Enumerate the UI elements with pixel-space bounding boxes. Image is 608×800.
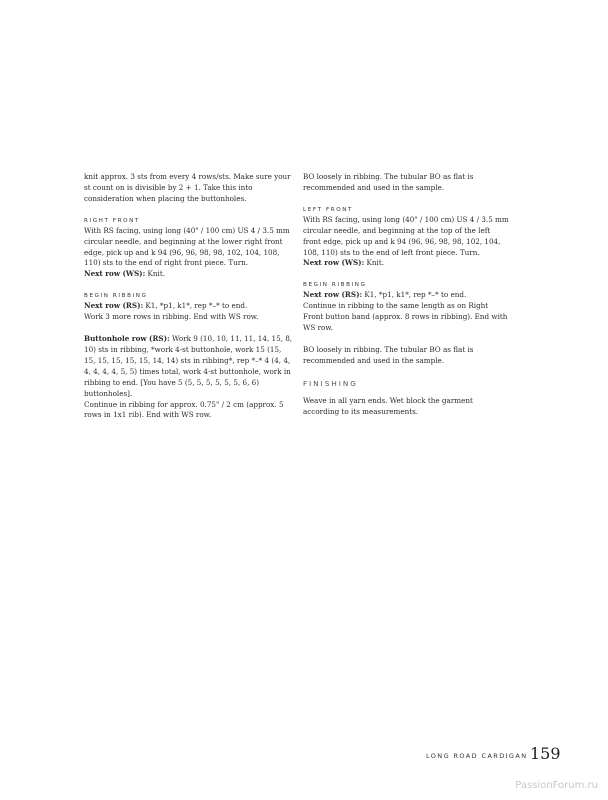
finishing-heading: FINISHING <box>303 378 358 388</box>
next-row-label: Next row (WS): <box>84 269 146 279</box>
finishing-text: Weave in all yarn ends. Wet block the garment according to its measurements. <box>303 395 473 416</box>
work-more-rows: Work 3 more rows in ribbing. End with WS row. <box>84 312 259 322</box>
next-row-label: Next row (WS): <box>303 258 365 268</box>
left-front-next-row <box>303 258 509 269</box>
next-row-rs-text: K1, *p1, k1*, rep *–* to end. <box>143 301 248 311</box>
continue-ribbing: Continue in ribbing for approx. 0.75" / 2 cm (approx. 5 rows in 1x1 rib). End with WS row. <box>84 399 284 420</box>
right-front-next-row <box>84 269 294 280</box>
left-front-instructions: With RS facing, using long (40" / 100 cm) US 4 / 3.5 mm circular needle, and beginning at the top of the left front edge, pick up and k 94 (96, 96, 98, 98, 102, 104, 108, 110) sts to the end of left front piece. Turn. <box>303 214 509 257</box>
buttonhole-row <box>84 334 294 399</box>
intro-paragraph: knit approx. 3 sts from every 4 rows/sts. Make sure your st count on is divisible by 2 + 1. Take this into consideration when placing the buttonholes. <box>84 172 291 203</box>
next-row-rs-text: K1, *p1, k1*, rep *–* to end. <box>362 290 467 300</box>
bind-off-paragraph-2: BO loosely in ribbing. The tubular BO as flat is recommended and used in the sample. <box>303 344 474 365</box>
next-row-rs-label: Next row (RS): <box>84 301 144 311</box>
next-row-text: Knit. <box>364 258 385 268</box>
continue-ribbing: Continue in ribbing to the same length as on Right Front button band (approx. 8 rows in ribbing). End with WS row. <box>303 301 508 333</box>
left-column <box>84 172 294 421</box>
begin-ribbing-heading: BEGIN RIBBING <box>303 282 367 289</box>
left-front-heading: LEFT FRONT <box>303 206 354 213</box>
buttonhole-label: Buttonhole row (RS): <box>84 334 170 344</box>
ribbing-row <box>303 290 509 301</box>
page-number: 159 <box>530 744 561 763</box>
footer-title: LONG ROAD CARDIGAN <box>426 752 528 760</box>
next-row-text: Knit. <box>145 269 166 279</box>
right-column <box>303 172 509 418</box>
ribbing-row <box>84 301 294 312</box>
right-front-instructions: With RS facing, using long (40" / 100 cm) US 4 / 3.5 mm circular needle, and beginning at the lower right front edge, pick up and k 94 (96, 96, 98, 98, 102, 104, 108, 110) sts to the end of right front piece. Turn. <box>84 225 290 268</box>
next-row-rs-label: Next row (RS): <box>303 290 363 300</box>
right-front-heading: RIGHT FRONT <box>84 217 140 224</box>
buttonhole-text: Work 9 (10, 10, 11, 11, 14, 15, 8, 10) sts in ribbing, *work 4-st buttonhole, work 15 (15, 15, 15, 15, 15, 15, 14, 14) sts in ribbing*, rep *–* 4 (4, 4, 4, 4, 4, 4, 5, 5) times total, work 4-st buttonhole, work in ribbing to end. [You have 5 (5, 5, 5, 5, 5, 5, 6, 6) buttonholes]. <box>84 334 293 398</box>
watermark: PassionForum.ru <box>515 780 598 791</box>
begin-ribbing-heading: BEGIN RIBBING <box>84 293 148 300</box>
bind-off-paragraph-1: BO loosely in ribbing. The tubular BO as flat is recommended and used in the sample. <box>303 172 474 192</box>
